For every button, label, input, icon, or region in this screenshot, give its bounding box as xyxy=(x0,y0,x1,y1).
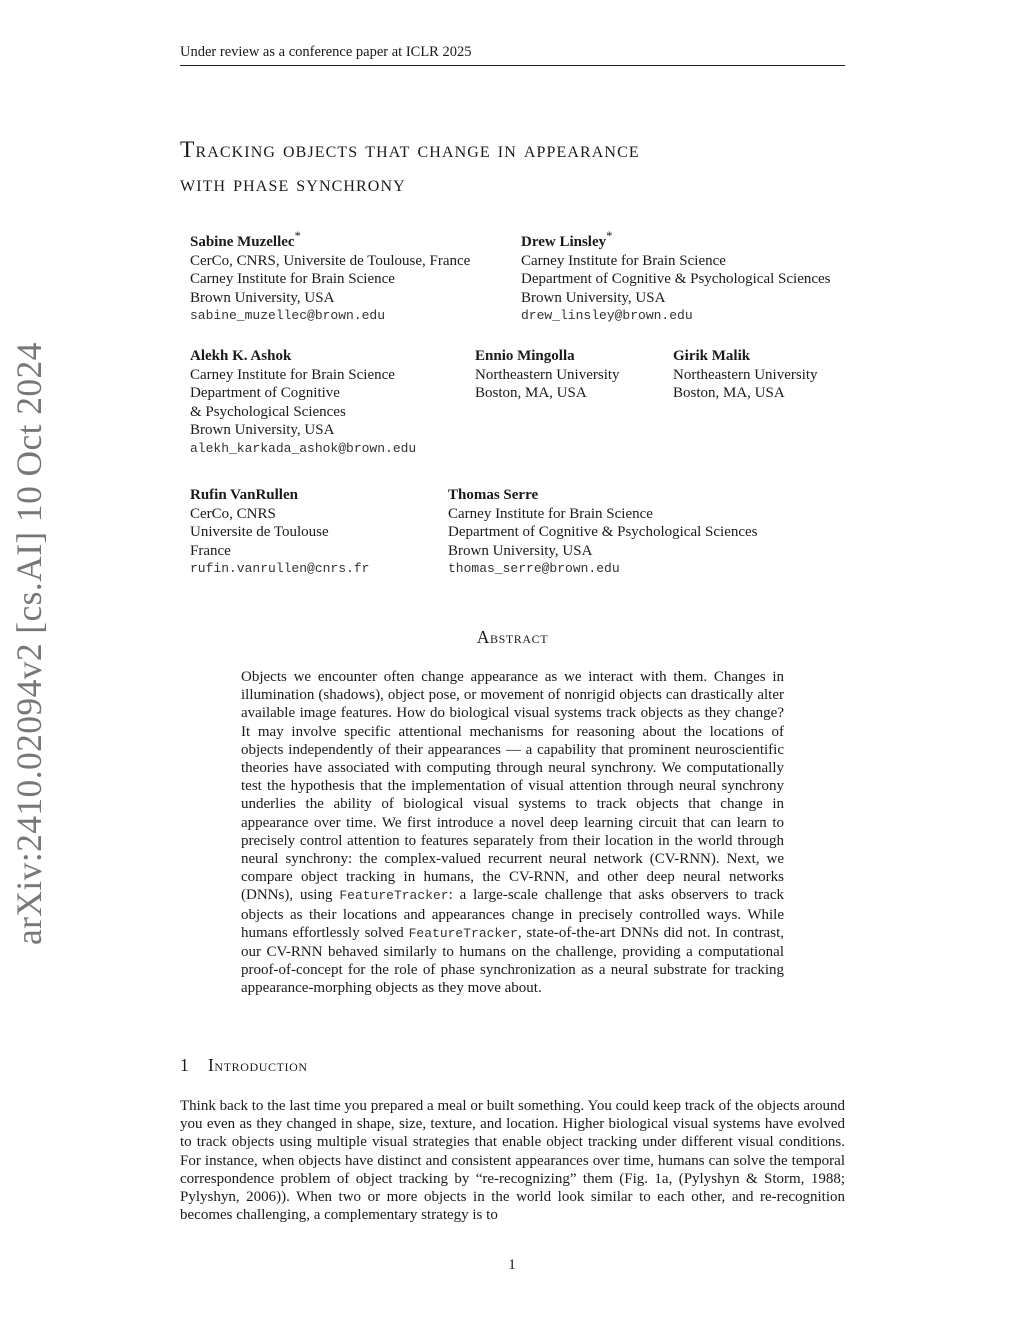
section-heading-introduction xyxy=(180,1055,308,1076)
author-affiliation: Boston, MA, USA xyxy=(475,385,587,401)
equal-contribution-mark: * xyxy=(294,229,301,243)
author-name: Rufin VanRullen xyxy=(190,487,298,503)
author-name: Drew Linsley xyxy=(521,234,607,250)
author-email[interactable]: rufin.vanrullen@cnrs.fr xyxy=(190,561,370,576)
page-number: 1 xyxy=(508,1257,516,1273)
author-affiliation: Brown University, USA xyxy=(521,289,666,306)
author-affiliation: Northeastern University xyxy=(673,366,818,383)
author-affiliation: Carney Institute for Brain Science xyxy=(448,505,653,522)
header-rule xyxy=(180,65,845,66)
running-header: Under review as a conference paper at ICLR 2025 xyxy=(180,44,472,60)
author-affiliation: France xyxy=(190,542,231,559)
paper-title xyxy=(180,133,860,201)
author-email[interactable]: alekh_karkada_ashok@brown.edu xyxy=(190,440,417,456)
section-number: 1 xyxy=(180,1055,190,1075)
author-rufin-vanrullen xyxy=(190,486,369,579)
author-email[interactable]: drew_linsley@brown.edu xyxy=(521,308,693,323)
abstract-heading: Abstract xyxy=(476,627,549,647)
author-drew-linsley xyxy=(521,227,831,326)
author-affiliation: CerCo, CNRS, Universite de Toulouse, France xyxy=(190,252,471,269)
author-name: Girik Malik xyxy=(673,348,751,364)
author-affiliation: Brown University, USA xyxy=(190,289,335,306)
author-affiliation: Department of Cognitive & Psychological Sciences xyxy=(448,524,758,540)
author-girik-malik xyxy=(673,347,818,403)
author-name: Thomas Serre xyxy=(448,487,539,503)
author-affiliation: Carney Institute for Brain Science xyxy=(190,366,395,383)
abstract-text: , state-of-the-art DNNs did not. In contrast, our CV-RNN behaved similarly to humans on the challenge, providing a computational proof-of-concept for the role of phase synchronization as a neural substrate for tracking appearance-morphing objects as they move about. xyxy=(241,924,784,997)
section-title: Introduction xyxy=(208,1055,308,1075)
author-affiliation: Brown University, USA xyxy=(448,542,593,559)
author-affiliation: Universite de Toulouse xyxy=(190,524,329,540)
abstract-text: : a large-scale challenge that asks observers to track objects as their locations and appearances change in precisely controlled ways. While humans effortlessly solved xyxy=(241,887,784,941)
author-email[interactable]: sabine_muzellec@brown.edu xyxy=(190,308,386,323)
author-name: Alekh K. Ashok xyxy=(190,348,292,364)
abstract-text: Objects we encounter often change appearance as we interact with them. Changes in illumination (shadows), object pose, or movement of nonrigid objects can drastically alter available image features. How do biological visual systems track objects as they change? It may involve specific attentional mechanisms for reasoning about the locations of objects independently of their appearances — a capability that prominent neuroscientific theories have associated with computing through neural synchrony. We computationally test the hypothesis that the implementation of visual attention through neural synchrony underlies the ability of biological visual systems to track objects that change in appearance over time. We first introduce a novel deep learning circuit that can learn to precisely control attention to features separately from their location in the world through neural synchrony: the complex-valued recurrent neural network (CV-RNN). Next, we compare object tracking in humans, the CV-RNN, and other deep neural networks (DNNs), using xyxy=(241,669,784,904)
introduction-paragraph: Think back to the last time you prepared a meal or built something. You could keep track of the objects around you even as they changed in shape, size, texture, and location. Higher biological visual systems have evolved to track objects using multiple visual strategies that enable object tracking under different visual conditions. For instance, when objects have distinct and consistent appearances over time, humans can solve the temporal correspondence problem of object tracking by “re-recognizing” them (Fig. 1a, (Pylyshyn & Storm, 1988; Pylyshyn, 2006)). When two or more objects in the world look similar to each other, and re-recognition becomes challenging, a complementary strategy is to xyxy=(180,1098,845,1224)
author-affiliation: Department of Cognitive xyxy=(190,385,340,401)
equal-contribution-mark: * xyxy=(606,229,613,243)
author-affiliation: CerCo, CNRS xyxy=(190,505,276,522)
inline-code: FeatureTracker xyxy=(408,925,518,941)
author-affiliation: Northeastern University xyxy=(475,366,620,383)
title-line-1: Tracking objects that change in appearance xyxy=(180,137,640,163)
author-alekh-ashok xyxy=(190,347,416,458)
author-affiliation: Brown University, USA xyxy=(190,422,335,438)
arxiv-identifier[interactable]: arXiv:2410.02094v2 [cs.AI] 10 Oct 2024 xyxy=(9,342,49,945)
inline-code: FeatureTracker xyxy=(339,888,449,904)
author-sabine-muzellec xyxy=(190,227,470,326)
author-affiliation: Department of Cognitive & Psychological Sciences xyxy=(521,271,831,287)
author-affiliation: & Psychological Sciences xyxy=(190,403,346,420)
author-thomas-serre xyxy=(448,486,758,579)
title-line-2: with phase synchrony xyxy=(180,171,406,197)
author-name: Sabine Muzellec xyxy=(190,234,295,250)
author-affiliation: Carney Institute for Brain Science xyxy=(190,271,395,287)
abstract-body xyxy=(241,668,784,998)
author-name: Ennio Mingolla xyxy=(475,348,575,364)
author-affiliation: Boston, MA, USA xyxy=(673,385,785,401)
author-ennio-mingolla xyxy=(475,347,620,403)
author-email[interactable]: thomas_serre@brown.edu xyxy=(448,561,620,576)
author-affiliation: Carney Institute for Brain Science xyxy=(521,252,726,269)
